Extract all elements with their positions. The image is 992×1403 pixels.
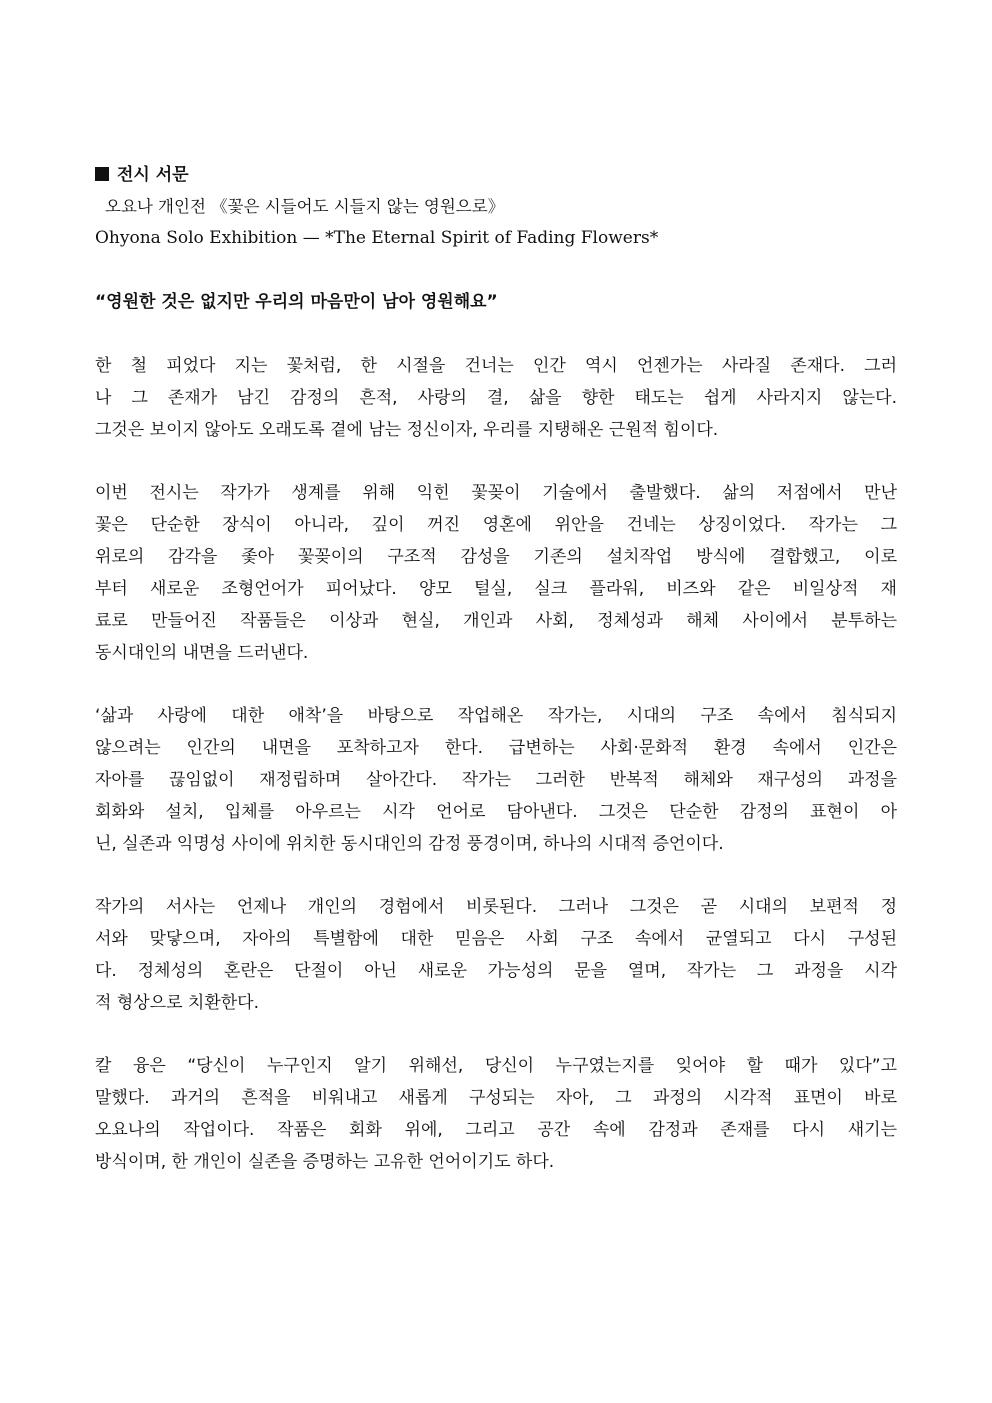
paragraph-line: 않으려는 인간의 내면을 포착하고자 한다. 급변하는 사회·문화적 환경 속에서 인간은 — [95, 738, 897, 758]
black-square-icon — [95, 167, 109, 181]
paragraph-line: 회화와 설치, 입체를 아우르는 시각 언어로 담아낸다. 그것은 단순한 감정의 표현이 아 — [95, 802, 897, 822]
paragraph-line: 작가의 서사는 언제나 개인의 경험에서 비롯된다. 그러나 그것은 곧 시대의 보편적 정 — [95, 897, 897, 917]
paragraph-line: 닌, 실존과 익명성 사이에 위치한 동시대인의 감정 풍경이며, 하나의 시대적 증언이다. — [95, 834, 724, 854]
exhibition-title-english: Ohyona Solo Exhibition — *The Eternal Spirit of Fading Flowers* — [95, 228, 659, 248]
exhibition-statement-page — [95, 163, 897, 1178]
paragraph-3 — [95, 700, 897, 860]
paragraph-line: 오요나의 작업이다. 작품은 회화 위에, 그리고 공간 속에 감정과 존재를 다시 새기는 — [95, 1120, 897, 1140]
paragraph-line: 서와 맞닿으며, 자아의 특별함에 대한 믿음은 사회 구조 속에서 균열되고 다시 구성된 — [95, 929, 897, 949]
paragraph-line: 칼 융은 “당신이 누구인지 알기 위해선, 당신이 누구였는지를 잊어야 할 때가 있다”고 — [95, 1056, 897, 1076]
paragraph-line: 다. 정체성의 혼란은 단절이 아닌 새로운 가능성의 문을 열며, 작가는 그 과정을 시각 — [95, 961, 897, 981]
paragraph-line: 자아를 끊임없이 재정립하며 살아간다. 작가는 그러한 반복적 해체와 재구성의 과정을 — [95, 770, 897, 790]
paragraph-2 — [95, 477, 897, 669]
paragraph-line: 방식이며, 한 개인이 실존을 증명하는 고유한 언어이기도 하다. — [95, 1152, 555, 1172]
paragraph-line: 적 형상으로 치환한다. — [95, 993, 260, 1013]
paragraph-line: 부터 새로운 조형언어가 피어났다. 양모 털실, 실크 플라워, 비즈와 같은 비일상적 재 — [95, 579, 897, 599]
paragraph-line: 꽃은 단순한 장식이 아니라, 깊이 꺼진 영혼에 위안을 건네는 상징이었다. 작가는 그 — [95, 515, 897, 535]
section-heading-label: 전시 서문 — [117, 165, 189, 185]
paragraph-line: 위로의 감각을 좇아 꽃꽂이의 구조적 감성을 기존의 설치작업 방식에 결합했고, 이로 — [95, 547, 897, 567]
paragraph-line: 료로 만들어진 작품들은 이상과 현실, 개인과 사회, 정체성과 해체 사이에서 분투하는 — [95, 611, 897, 631]
paragraph-line: 그것은 보이지 않아도 오래도록 곁에 남는 정신이자, 우리를 지탱해온 근원적 힘이다. — [95, 420, 719, 440]
paragraph-5 — [95, 1050, 897, 1178]
paragraph-1 — [95, 350, 897, 446]
paragraph-line: 동시대인의 내면을 드러낸다. — [95, 643, 309, 663]
paragraph-line: ‘삶과 사랑에 대한 애착’을 바탕으로 작업해온 작가는, 시대의 구조 속에서 침식되지 — [95, 706, 897, 726]
paragraph-line: 나 그 존재가 남긴 감정의 흔적, 사랑의 결, 삶을 향한 태도는 쉽게 사라지지 않는다. — [95, 388, 897, 408]
exhibition-title-korean: 오요나 개인전 《꽃은 시들어도 시들지 않는 영원으로》 — [105, 197, 505, 216]
paragraph-line: 한 철 피었다 지는 꽃처럼, 한 시절을 건너는 인간 역시 언젠가는 사라질 존재다. 그러 — [95, 356, 897, 376]
paragraph-line: 말했다. 과거의 흔적을 비워내고 새롭게 구성되는 자아, 그 과정의 시각적 표면이 바로 — [95, 1088, 897, 1108]
paragraph-line: 이번 전시는 작가가 생계를 위해 익힌 꽃꽂이 기술에서 출발했다. 삶의 저점에서 만난 — [95, 483, 897, 503]
section-heading — [95, 163, 897, 187]
exhibition-quote: “영원한 것은 없지만 우리의 마음만이 남아 영원해요” — [95, 292, 498, 312]
paragraph-4 — [95, 891, 897, 1019]
